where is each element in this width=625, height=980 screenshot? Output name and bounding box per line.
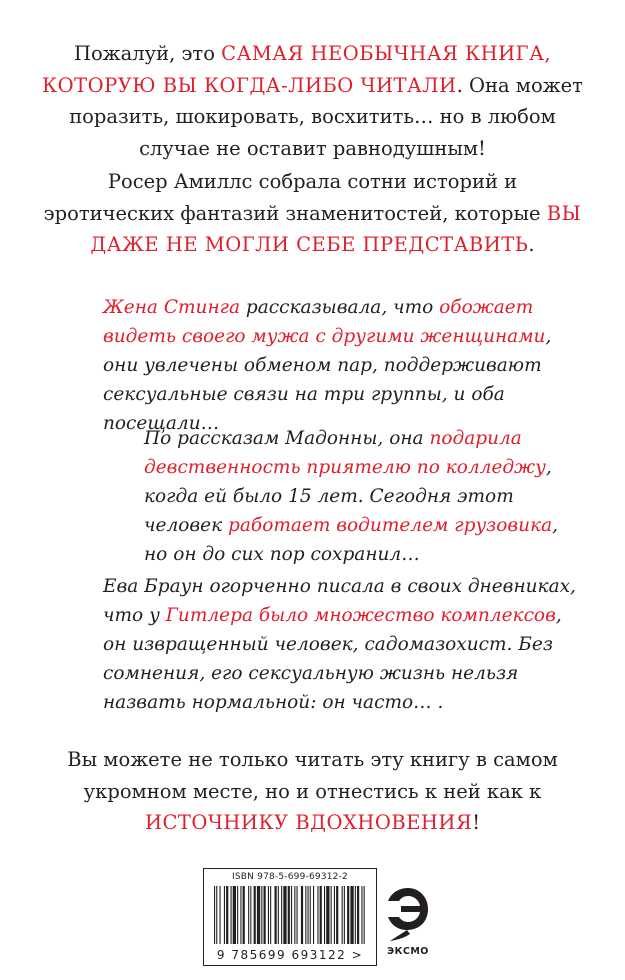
quote-highlight: обожает видеть своего мужа с другими женщинами <box>103 297 546 347</box>
outro-text: ! <box>472 811 481 834</box>
outro-highlight: ИСТОЧНИКУ ВДОХНОВЕНИЯ <box>144 811 473 834</box>
quote-eva-braun <box>103 572 583 717</box>
quote-text: , он извращенный человек, садомазохист. Без сомнения, его сексуальную жизнь нельзя назвать нормальной: он часто… . <box>103 605 562 713</box>
intro-text: . <box>528 233 535 256</box>
quote-madonna <box>144 424 584 569</box>
quote-text: Ева Браун огорченно писала в своих дневниках, что у <box>103 576 576 626</box>
intro-highlight: САМАЯ НЕОБЫЧНАЯ КНИГА, КОТОРУЮ ВЫ КОГДА-ЛИБО ЧИТАЛИ <box>42 42 552 97</box>
quote-text: , когда ей было 15 лет. Сегодня этот человек <box>144 457 552 536</box>
quote-text: рассказывала, что <box>240 297 440 318</box>
outro-paragraph <box>40 744 585 839</box>
intro-highlight: ВЫ ДАЖЕ НЕ МОГЛИ СЕБЕ ПРЕДСТАВИТЬ <box>90 201 582 256</box>
intro-text: . Она может поразить, шокировать, восхитить… но в любом случае не оставит равнодушным! <box>69 73 583 160</box>
eksmo-logo-icon <box>385 886 431 944</box>
barcode-bars <box>214 886 366 944</box>
quote-highlight: работает водителем грузовика <box>228 515 553 536</box>
intro-text: Пожалуй, это <box>73 42 222 65</box>
barcode <box>203 868 377 966</box>
quote-text: , но он до сих пор сохранил… <box>144 515 559 565</box>
publisher-name: ЭКСМО <box>387 946 429 957</box>
intro-text: Росер Амиллс собрала сотни историй и эротических фантазий знаменитостей, которые <box>43 170 547 225</box>
quote-text: По рассказам Мадонны, она <box>144 428 430 449</box>
quote-highlight: Гитлера было множество комплексов <box>165 605 556 626</box>
quote-text: , они увлечены обменом пар, поддерживают сексуальные связи на три группы, и оба посещали… <box>103 326 552 434</box>
intro-paragraph-2 <box>40 166 585 261</box>
barcode-digits: 9 785699 693122 > <box>216 948 364 962</box>
intro-paragraph-1 <box>40 38 585 164</box>
quote-sting-wife <box>103 293 583 438</box>
outro-text: Вы можете не только читать эту книгу в самом укромном месте, но и отнестись к ней как к <box>67 748 558 803</box>
quote-highlight: Жена Стинга <box>103 297 241 318</box>
isbn-label: ISBN 978-5-699-69312-2 <box>232 872 348 882</box>
quote-highlight: подарила девственность приятелю по колледжу <box>144 428 546 478</box>
